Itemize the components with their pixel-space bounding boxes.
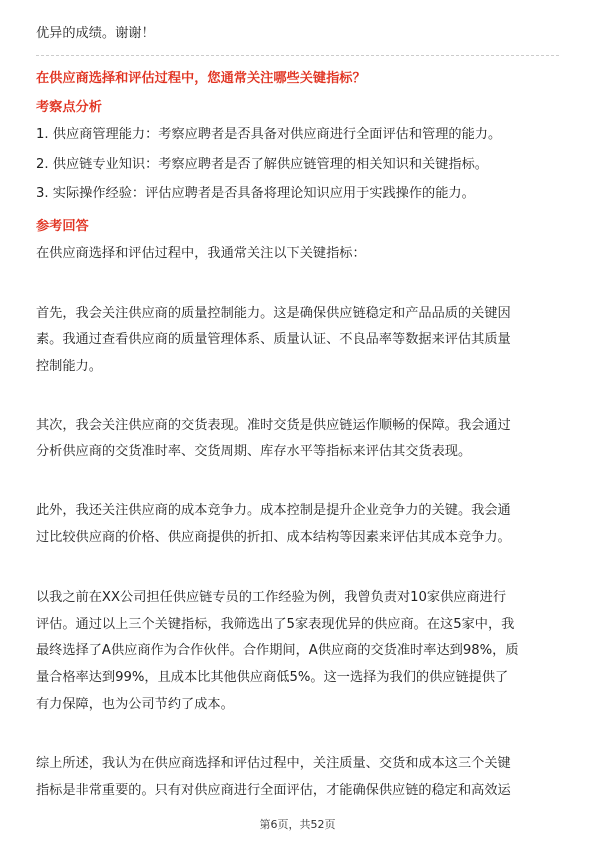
answer-paragraph-line: 过比较供应商的价格、供应商提供的折扣、成本结构等因素来评估其成本竞争力。 bbox=[36, 530, 511, 545]
answer-intro: 在供应商选择和评估过程中，我通常关注以下关键指标： bbox=[36, 246, 366, 261]
answer-paragraph-line: 量合格率达到99%，且成本比其他供应商低5%。这一选择为我们的供应链提供了 bbox=[36, 670, 509, 685]
answer-paragraph-line: 有力保障，也为公司节约了成本。 bbox=[36, 697, 234, 712]
answer-paragraph-line: 以我之前在XX公司担任供应链专员的工作经验为例，我曾负责对10家供应商进行 bbox=[36, 590, 507, 605]
answer-paragraph-line: 素。我通过查看供应商的质量管理体系、质量认证、不良品率等数据来评估其质量 bbox=[36, 332, 511, 347]
answer-heading: 参考回答 bbox=[36, 219, 89, 234]
answer-paragraph-line: 综上所述，我认为在供应商选择和评估过程中，关注质量、交货和成本这三个关键 bbox=[36, 756, 511, 771]
analysis-heading: 考察点分析 bbox=[36, 100, 102, 115]
analysis-item: 2. 供应链专业知识：考察应聘者是否了解供应链管理的相关知识和关键指标。 bbox=[36, 157, 488, 172]
section-divider bbox=[36, 55, 559, 56]
analysis-item: 3. 实际操作经验：评估应聘者是否具备将理论知识应用于实践操作的能力。 bbox=[36, 186, 475, 201]
question-heading: 在供应商选择和评估过程中，您通常关注哪些关键指标？ bbox=[36, 71, 366, 86]
answer-paragraph-line: 分析供应商的交货准时率、交货周期、库存水平等指标来评估其交货表现。 bbox=[36, 444, 472, 459]
answer-paragraph-line: 控制能力。 bbox=[36, 359, 102, 374]
answer-paragraph-line: 其次，我会关注供应商的交货表现。准时交货是供应链运作顺畅的保障。我会通过 bbox=[36, 418, 511, 433]
answer-paragraph-line: 此外，我还关注供应商的成本竞争力。成本控制是提升企业竞争力的关键。我会通 bbox=[36, 503, 511, 518]
answer-paragraph-line: 指标是非常重要的。只有对供应商进行全面评估，才能确保供应链的稳定和高效运 bbox=[36, 783, 511, 798]
answer-paragraph-line: 最终选择了A供应商作为合作伙伴。合作期间，A供应商的交货准时率达到98%，质 bbox=[36, 643, 519, 658]
page-number-footer: 第6页，共52页 bbox=[259, 818, 336, 831]
analysis-item: 1. 供应商管理能力：考察应聘者是否具备对供应商进行全面评估和管理的能力。 bbox=[36, 127, 502, 142]
answer-paragraph-line: 首先，我会关注供应商的质量控制能力。这是确保供应链稳定和产品品质的关键因 bbox=[36, 306, 511, 321]
answer-paragraph-line: 评估。通过以上三个关键指标，我筛选出了5家表现优异的供应商。在这5家中，我 bbox=[36, 617, 515, 632]
continuation-text: 优异的成绩。谢谢！ bbox=[36, 26, 155, 41]
